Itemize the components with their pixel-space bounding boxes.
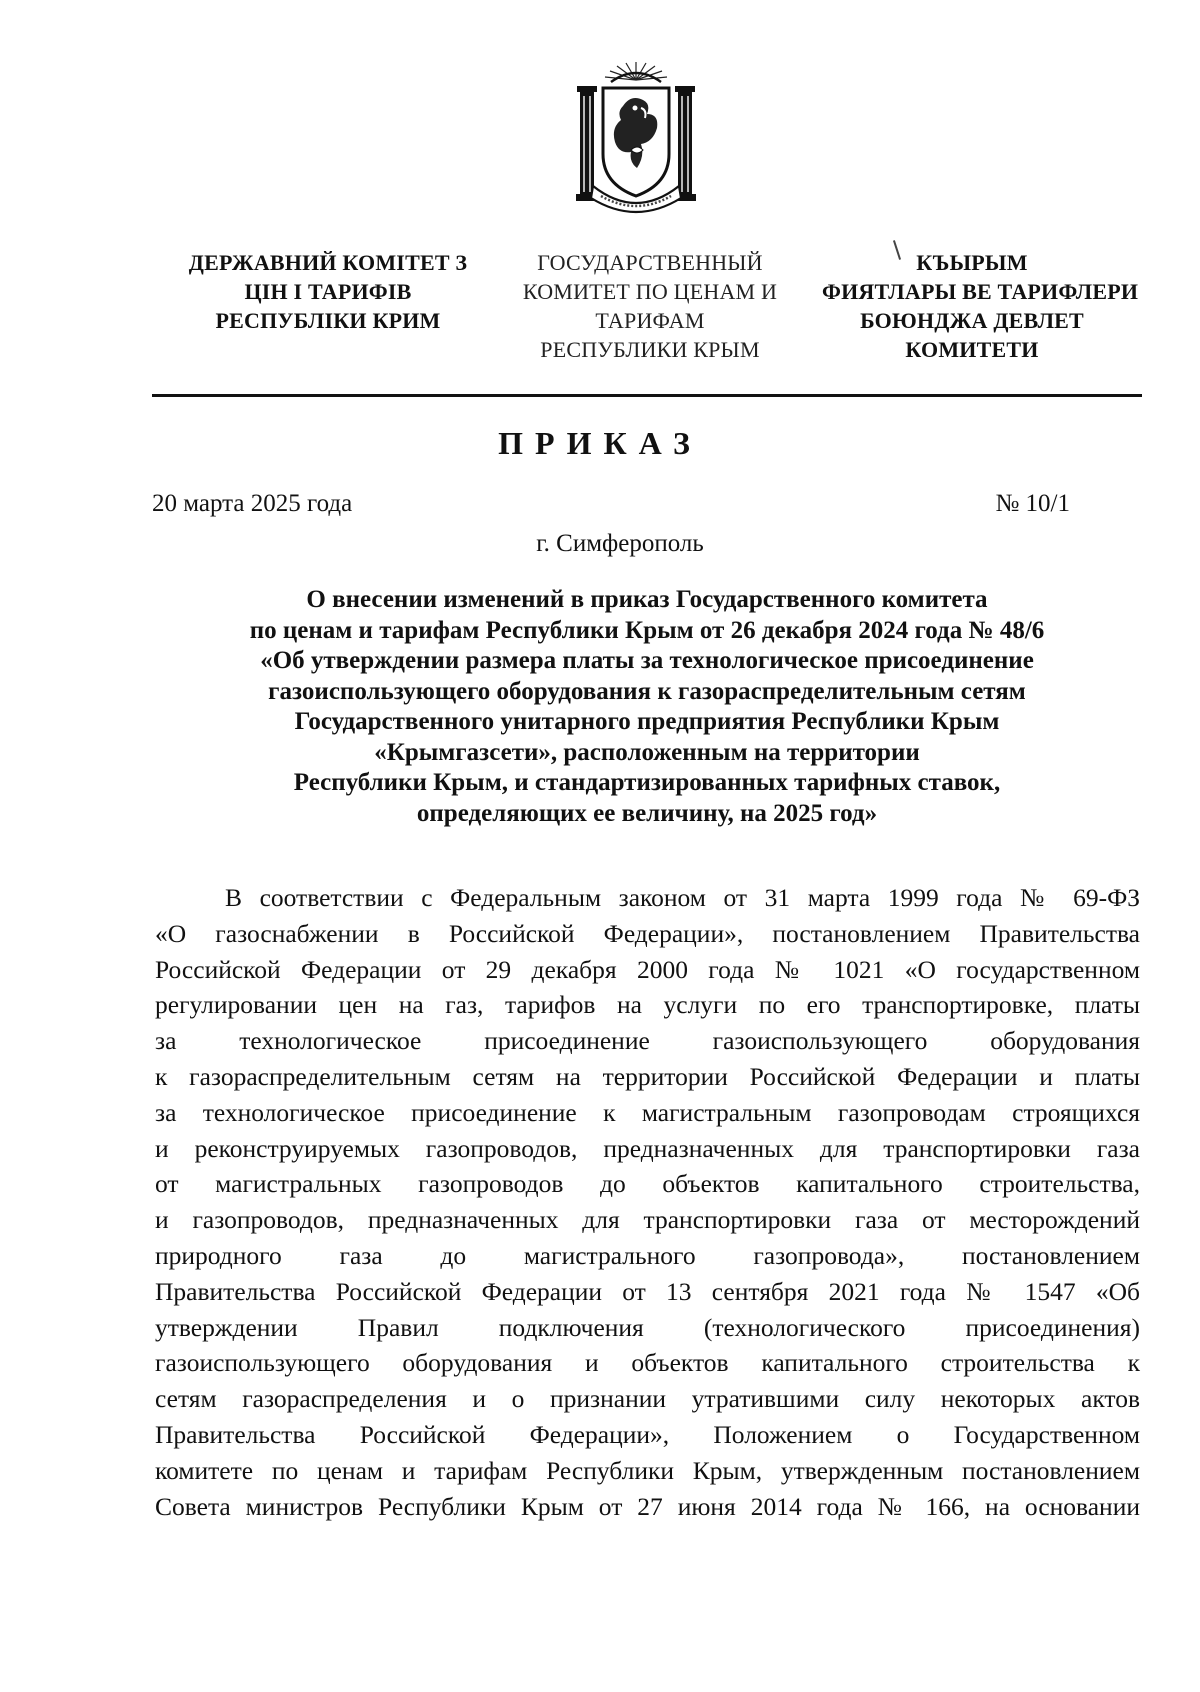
subject-line: Республики Крым, и стандартизированных тарифных ставок, — [293, 769, 1001, 796]
header-ru-line: ТАРИФАМ — [595, 308, 705, 333]
header-crimean-tatar-name — [822, 248, 1139, 364]
header-ru-line: ГОСУДАРСТВЕННЫЙ — [537, 250, 763, 275]
order-subject — [152, 585, 1142, 829]
body-line: регулировании цен на газ, тарифов на услуги по его транспортировке, платы — [155, 990, 1140, 1020]
header-ua-line: ЦІН І ТАРИФІВ — [244, 279, 412, 304]
subject-line: определяющих ее величину, на 2025 год» — [416, 799, 878, 827]
body-line: к газораспределительным сетям на территории Российской Федерации и платы — [155, 1061, 1140, 1091]
header-crh-line: ФИЯТЛАРЫ ВЕ ТАРИФЛЕРИ — [822, 279, 1139, 304]
body-line: и реконструируемых газопроводов, предназначенных для транспортировки газа — [155, 1133, 1140, 1163]
body-line: и газопроводов, предназначенных для транспортировки газа от месторождений — [155, 1205, 1140, 1235]
body-line: от магистральных газопроводов до объектов капитального строительства, — [155, 1169, 1140, 1199]
body-line: природного газа до магистрального газопровода», постановлением — [155, 1240, 1140, 1270]
subject-line: газоиспользующего оборудования к газораспределительным сетям — [268, 677, 1026, 705]
crimea-coat-of-arms-icon — [571, 58, 701, 216]
header-crh-line: КОМИТЕТИ — [905, 337, 1039, 362]
header-ua-line: РЕСПУБЛІКИ КРИМ — [215, 308, 441, 333]
header-ru-line: РЕСПУБЛИКИ КРЫМ — [540, 337, 760, 362]
body-line: В соответствии с Федеральным законом от 31 марта 1999 года № 69-ФЗ — [225, 883, 1140, 912]
header-ua-line: ДЕРЖАВНИЙ КОМІТЕТ З — [188, 250, 468, 275]
subject-line: О внесении изменений в приказ Государственного комитета — [306, 586, 988, 613]
body-line: «О газоснабжении в Российской Федерации», постановлением Правительства — [155, 918, 1140, 948]
body-line: Российской Федерации от 29 декабря 2000 года № 1021 «О государственном — [155, 954, 1140, 984]
subject-line: Государственного унитарного предприятия Республики Крым — [294, 708, 1000, 735]
header-divider — [152, 394, 1142, 397]
document-title: ПРИКАЗ — [498, 425, 702, 461]
subject-line: «Крымгазсети», расположенным на территории — [374, 738, 920, 766]
body-line: сетям газораспределения и о признании утратившими силу некоторых актов — [155, 1384, 1140, 1414]
order-body — [155, 880, 1140, 1524]
body-line: Совета министров Республики Крым от 27 июня 2014 года № 166, на основании — [155, 1491, 1140, 1521]
document-city: г. Симферополь — [536, 530, 704, 557]
body-line: за технологическое присоединение к магистральным газопроводам строящихся — [155, 1097, 1140, 1127]
body-line: Правительства Российской Федерации от 13 сентября 2021 года № 1547 «Об — [155, 1276, 1140, 1306]
body-line: за технологическое присоединение газоиспользующего оборудования — [155, 1026, 1140, 1056]
body-line: утверждении Правил подключения (технологического присоединения) — [155, 1312, 1140, 1342]
body-line: Правительства Российской Федерации», Положением о Государственном — [155, 1419, 1140, 1449]
subject-line: «Об утверждении размера платы за технологическое присоединение — [260, 647, 1034, 674]
header-russian-name — [497, 248, 803, 364]
header-crh-line: КЪЫРЫМ — [916, 250, 1028, 275]
header-ukrainian-name — [178, 248, 478, 335]
header-ru-line: КОМИТЕТ ПО ЦЕНАМ И — [522, 279, 778, 304]
header-crh-line: БОЮНДЖА ДЕВЛЕТ — [860, 308, 1084, 333]
document-date: 20 марта 2025 года — [152, 490, 353, 517]
body-line: газоиспользующего оборудования и объектов капитального строительства к — [155, 1348, 1140, 1378]
document-number: № 10/1 — [995, 490, 1070, 517]
subject-line: по ценам и тарифам Республики Крым от 26 декабря 2024 года № 48/6 — [249, 616, 1045, 644]
body-line: комитете по ценам и тарифам Республики Крым, утвержденным постановлением — [155, 1455, 1140, 1485]
